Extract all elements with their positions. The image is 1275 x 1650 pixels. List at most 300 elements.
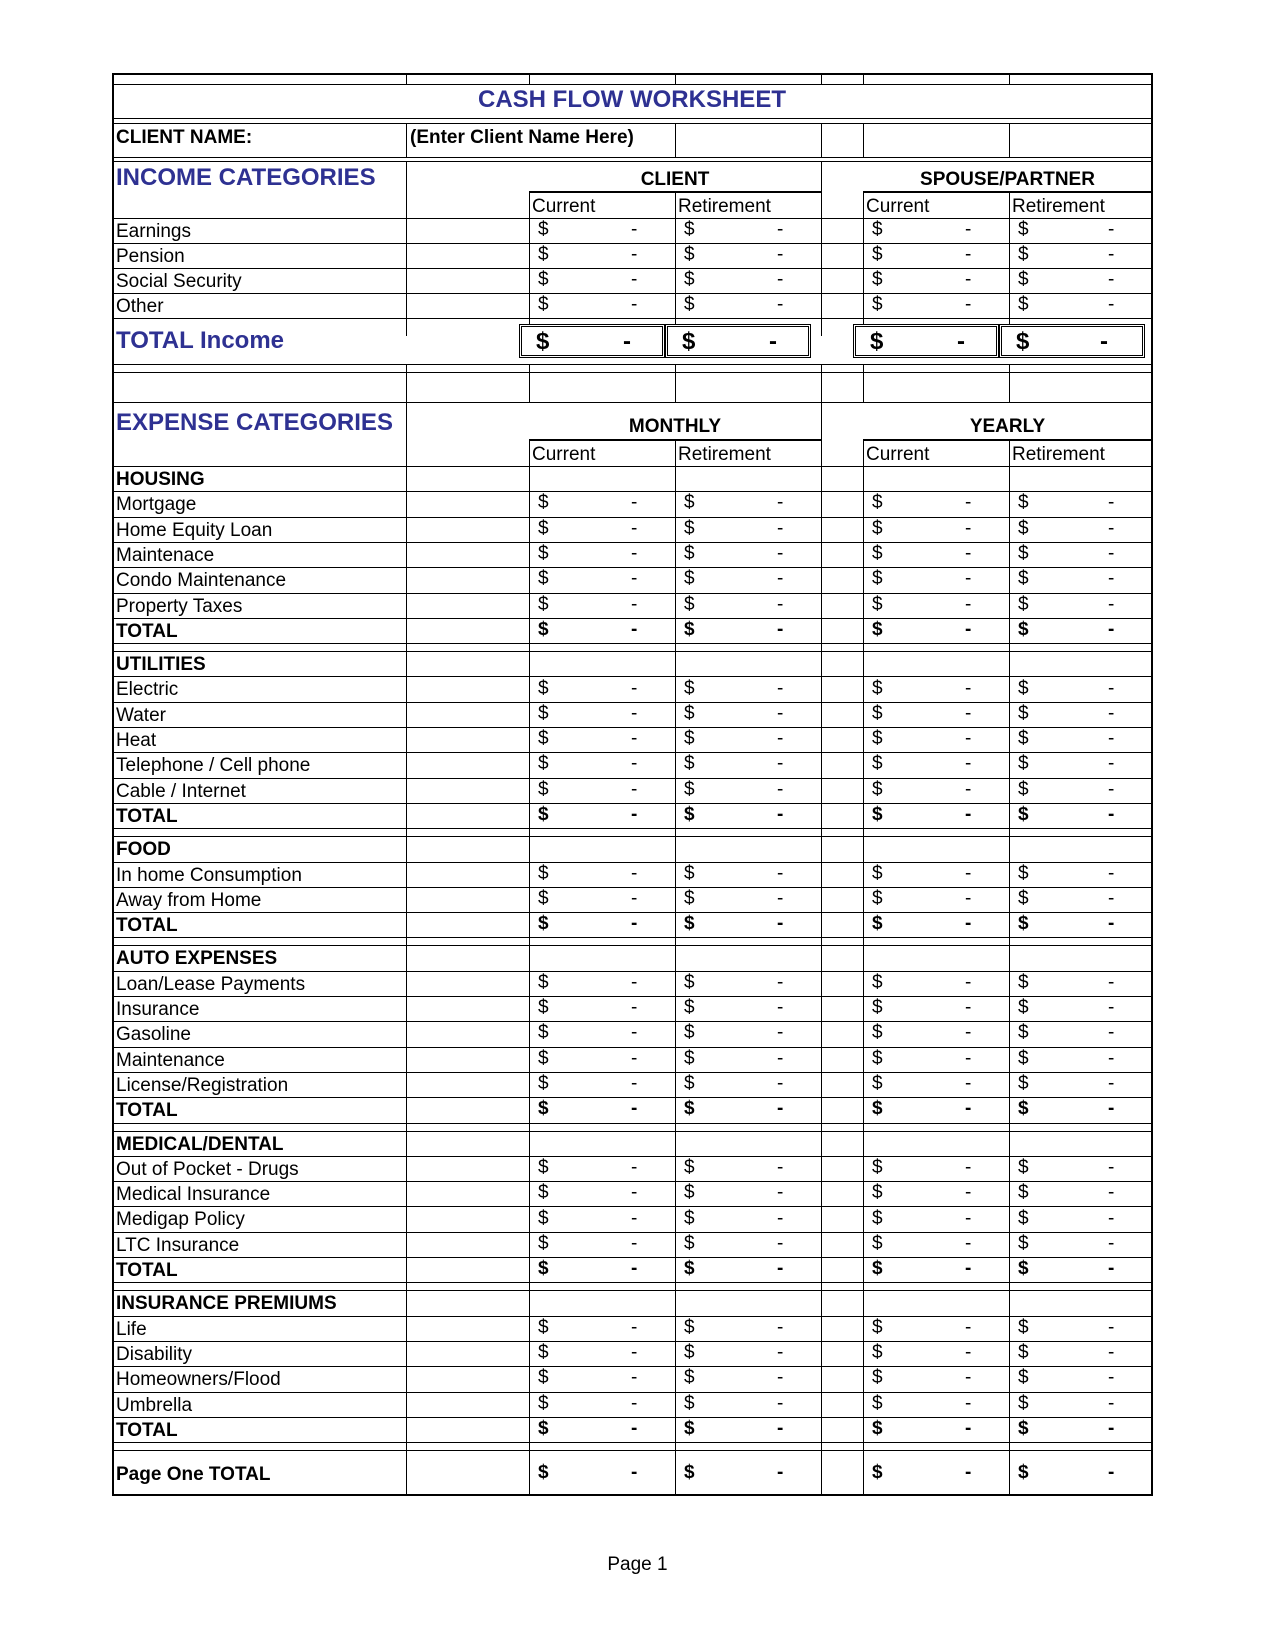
currency-symbol: $ <box>684 593 695 615</box>
currency-symbol: $ <box>538 804 549 826</box>
amount-value: - <box>1108 1232 1115 1254</box>
amount-value: - <box>1108 543 1115 565</box>
grid-line <box>406 123 407 157</box>
page-number: Page 1 <box>607 1554 668 1575</box>
amount-value: - <box>965 753 972 775</box>
column-header-current: Current <box>866 196 930 217</box>
currency-symbol: $ <box>1018 294 1029 315</box>
amount-value: - <box>1108 677 1115 699</box>
amount-value: - <box>631 997 638 1019</box>
currency-symbol: $ <box>538 492 549 514</box>
currency-symbol: $ <box>872 1182 883 1204</box>
amount-value: - <box>631 677 638 699</box>
amount-value: - <box>965 517 972 539</box>
amount-value: - <box>777 517 784 539</box>
currency-symbol: $ <box>872 1258 883 1280</box>
amount-value: - <box>965 543 972 565</box>
amount-value: - <box>631 1342 638 1364</box>
currency-symbol: $ <box>1018 702 1029 724</box>
currency-symbol: $ <box>538 543 549 565</box>
amount-value: - <box>1108 702 1115 724</box>
grid-line <box>529 191 530 325</box>
amount-value: - <box>777 1367 784 1389</box>
currency-symbol: $ <box>1018 1156 1029 1178</box>
amount-value: - <box>965 219 972 240</box>
currency-symbol: $ <box>1018 862 1029 884</box>
amount-value: - <box>965 1156 972 1178</box>
currency-symbol: $ <box>538 913 549 935</box>
amount-value: - <box>777 1073 784 1095</box>
amount-value: - <box>965 728 972 750</box>
grid-line <box>112 1290 1152 1291</box>
amount-value: - <box>965 702 972 724</box>
currency-symbol: $ <box>684 1417 695 1439</box>
amount-value: - <box>631 1073 638 1095</box>
currency-symbol: $ <box>684 804 695 826</box>
expense-row-label: Life <box>116 1318 147 1340</box>
currency-symbol: $ <box>1018 1047 1029 1069</box>
amount-value: - <box>965 492 972 514</box>
amount-value: - <box>1108 1392 1115 1414</box>
currency-symbol: $ <box>538 1182 549 1204</box>
expense-row-label: Condo Maintenance <box>116 570 287 592</box>
column-header-retirement: Retirement <box>1012 196 1105 217</box>
currency-symbol: $ <box>1018 1342 1029 1364</box>
amount-value: - <box>965 1367 972 1389</box>
currency-symbol: $ <box>872 1342 883 1364</box>
grid-line <box>112 1282 1152 1283</box>
amount-value: - <box>631 1232 638 1254</box>
sheet-title: CASH FLOW WORKSHEET <box>478 86 786 113</box>
amount-value: - <box>777 1156 784 1178</box>
currency-symbol: $ <box>684 887 695 909</box>
grid-line <box>406 402 407 1494</box>
grid-line <box>112 157 1152 158</box>
grid-line <box>863 439 1152 441</box>
amount-value: - <box>1108 244 1115 265</box>
expense-row-label: Cable / Internet <box>116 780 246 802</box>
currency-symbol: $ <box>684 677 695 699</box>
grid-line <box>112 1450 1152 1451</box>
amount-value: - <box>631 702 638 724</box>
amount-value: - <box>1108 862 1115 884</box>
grid-line <box>529 364 530 402</box>
currency-symbol: $ <box>870 328 884 355</box>
currency-symbol: $ <box>1018 1367 1029 1389</box>
amount-value: - <box>1100 328 1108 355</box>
currency-symbol: $ <box>684 778 695 800</box>
currency-symbol: $ <box>684 543 695 565</box>
amount-value: - <box>1108 1098 1115 1120</box>
currency-symbol: $ <box>872 862 883 884</box>
currency-symbol: $ <box>684 618 695 640</box>
amount-value: - <box>631 1156 638 1178</box>
amount-value: - <box>965 971 972 993</box>
currency-symbol: $ <box>538 1098 549 1120</box>
currency-symbol: $ <box>1018 1098 1029 1120</box>
amount-value: - <box>965 1022 972 1044</box>
currency-symbol: $ <box>872 543 883 565</box>
amount-value: - <box>1108 618 1115 640</box>
amount-value: - <box>1108 1461 1115 1483</box>
currency-symbol: $ <box>684 269 695 290</box>
currency-symbol: $ <box>684 1182 695 1204</box>
income-row-label: Earnings <box>116 221 191 242</box>
amount-value: - <box>631 219 638 240</box>
grid-line <box>112 651 1152 652</box>
currency-symbol: $ <box>1018 517 1029 539</box>
grid-line <box>821 161 822 336</box>
amount-value: - <box>965 269 972 290</box>
currency-symbol: $ <box>538 1316 549 1338</box>
column-header-retirement: Retirement <box>1012 444 1105 465</box>
expense-row-label: Electric <box>116 679 179 701</box>
amount-value: - <box>631 728 638 750</box>
amount-value: - <box>631 1392 638 1414</box>
expense-row-label: Water <box>116 704 166 726</box>
expense-heading: EXPENSE CATEGORIES <box>116 409 393 436</box>
currency-symbol: $ <box>684 1073 695 1095</box>
currency-symbol: $ <box>872 677 883 699</box>
expense-row-label: Maintenance <box>116 1049 225 1071</box>
currency-symbol: $ <box>538 219 549 240</box>
expense-row-label: Disability <box>116 1343 193 1365</box>
grid-line <box>1009 73 1010 84</box>
currency-symbol: $ <box>684 1392 695 1414</box>
section-total-label: TOTAL <box>116 915 178 937</box>
amount-value: - <box>631 618 638 640</box>
amount-value: - <box>965 913 972 935</box>
grid-line <box>112 84 1152 85</box>
grid-line <box>821 402 822 1494</box>
currency-symbol: $ <box>1016 328 1030 355</box>
currency-symbol: $ <box>872 1073 883 1095</box>
expense-row-label: Heat <box>116 730 157 751</box>
amount-value: - <box>631 1047 638 1069</box>
currency-symbol: $ <box>684 1258 695 1280</box>
currency-symbol: $ <box>1018 568 1029 590</box>
currency-symbol: $ <box>872 1098 883 1120</box>
amount-value: - <box>631 1022 638 1044</box>
amount-value: - <box>965 1073 972 1095</box>
amount-value: - <box>777 1022 784 1044</box>
amount-value: - <box>623 328 631 355</box>
amount-value: - <box>631 971 638 993</box>
currency-symbol: $ <box>684 1207 695 1229</box>
currency-symbol: $ <box>872 618 883 640</box>
amount-value: - <box>965 997 972 1019</box>
grid-line <box>863 439 864 1494</box>
yearly-group-header: YEARLY <box>969 416 1046 437</box>
section-title: UTILITIES <box>116 654 206 676</box>
currency-symbol: $ <box>872 294 883 315</box>
currency-symbol: $ <box>538 517 549 539</box>
client-group-header: CLIENT <box>640 169 710 190</box>
section-title: INSURANCE PREMIUMS <box>116 1293 337 1315</box>
expense-row-label: LTC Insurance <box>116 1234 240 1256</box>
amount-value: - <box>965 677 972 699</box>
amount-value: - <box>1108 778 1115 800</box>
page-total-label: Page One TOTAL <box>116 1464 271 1485</box>
section-title: HOUSING <box>116 469 205 490</box>
currency-symbol: $ <box>1018 492 1029 514</box>
grid-line <box>406 73 407 84</box>
currency-symbol: $ <box>538 269 549 290</box>
amount-value: - <box>777 887 784 909</box>
amount-value: - <box>631 1098 638 1120</box>
currency-symbol: $ <box>538 1258 549 1280</box>
section-title: AUTO EXPENSES <box>116 948 278 970</box>
currency-symbol: $ <box>872 728 883 750</box>
amount-value: - <box>1108 1182 1115 1204</box>
amount-value: - <box>631 568 638 590</box>
total-income-label: TOTAL Income <box>116 327 285 354</box>
amount-value: - <box>777 753 784 775</box>
currency-symbol: $ <box>684 702 695 724</box>
currency-symbol: $ <box>1018 778 1029 800</box>
currency-symbol: $ <box>872 492 883 514</box>
amount-value: - <box>631 244 638 265</box>
currency-symbol: $ <box>1018 1232 1029 1254</box>
amount-value: - <box>965 1232 972 1254</box>
grid-line <box>406 161 407 336</box>
amount-value: - <box>777 593 784 615</box>
expense-row-label: Home Equity Loan <box>116 519 273 541</box>
grid-line <box>529 439 530 1494</box>
section-total-label: TOTAL <box>116 620 178 642</box>
amount-value: - <box>631 1207 638 1229</box>
amount-value: - <box>1108 1417 1115 1439</box>
currency-symbol: $ <box>1018 543 1029 565</box>
amount-value: - <box>777 244 784 265</box>
currency-symbol: $ <box>684 244 695 265</box>
income-heading: INCOME CATEGORIES <box>116 164 376 191</box>
amount-value: - <box>1108 728 1115 750</box>
amount-value: - <box>965 294 972 315</box>
currency-symbol: $ <box>1018 1182 1029 1204</box>
currency-symbol: $ <box>684 1316 695 1338</box>
currency-symbol: $ <box>684 1342 695 1364</box>
currency-symbol: $ <box>684 1098 695 1120</box>
currency-symbol: $ <box>1018 1417 1029 1439</box>
amount-value: - <box>777 543 784 565</box>
currency-symbol: $ <box>684 1047 695 1069</box>
amount-value: - <box>777 492 784 514</box>
amount-value: - <box>965 1098 972 1120</box>
currency-symbol: $ <box>684 1461 695 1483</box>
currency-symbol: $ <box>1018 1207 1029 1229</box>
section-total-label: TOTAL <box>116 1419 178 1441</box>
currency-symbol: $ <box>872 1367 883 1389</box>
amount-value: - <box>1108 294 1115 315</box>
grid-line <box>1009 191 1010 325</box>
currency-symbol: $ <box>538 618 549 640</box>
amount-value: - <box>1108 997 1115 1019</box>
grid-line <box>675 73 676 84</box>
amount-value: - <box>1108 492 1115 514</box>
currency-symbol: $ <box>872 971 883 993</box>
expense-row-label: Mortgage <box>116 494 197 516</box>
currency-symbol: $ <box>538 1232 549 1254</box>
currency-symbol: $ <box>1018 971 1029 993</box>
section-total-label: TOTAL <box>116 1100 178 1122</box>
amount-value: - <box>1108 1047 1115 1069</box>
grid-line <box>1009 123 1010 157</box>
grid-line <box>112 828 1152 829</box>
grid-line <box>529 73 530 84</box>
expense-row-label: In home Consumption <box>116 864 302 886</box>
currency-symbol: $ <box>538 593 549 615</box>
section-total-label: TOTAL <box>116 1260 178 1281</box>
amount-value: - <box>1108 593 1115 615</box>
grid-line <box>529 191 821 193</box>
amount-value: - <box>1108 1022 1115 1044</box>
amount-value: - <box>965 618 972 640</box>
currency-symbol: $ <box>1018 997 1029 1019</box>
grid-line <box>112 466 1152 467</box>
currency-symbol: $ <box>872 1047 883 1069</box>
expense-row-label: Away from Home <box>116 889 262 911</box>
income-row-label: Other <box>116 296 164 317</box>
currency-symbol: $ <box>1018 1022 1029 1044</box>
amount-value: - <box>777 971 784 993</box>
currency-symbol: $ <box>872 244 883 265</box>
grid-line <box>112 945 1152 946</box>
currency-symbol: $ <box>872 913 883 935</box>
amount-value: - <box>1108 517 1115 539</box>
amount-value: - <box>631 778 638 800</box>
amount-value: - <box>1108 753 1115 775</box>
currency-symbol: $ <box>872 1156 883 1178</box>
amount-value: - <box>777 1316 784 1338</box>
amount-value: - <box>965 887 972 909</box>
amount-value: - <box>631 804 638 826</box>
currency-symbol: $ <box>1018 728 1029 750</box>
amount-value: - <box>777 1342 784 1364</box>
amount-value: - <box>777 1047 784 1069</box>
amount-value: - <box>965 778 972 800</box>
currency-symbol: $ <box>684 728 695 750</box>
amount-value: - <box>777 294 784 315</box>
currency-symbol: $ <box>684 1232 695 1254</box>
currency-symbol: $ <box>538 677 549 699</box>
currency-symbol: $ <box>684 1367 695 1389</box>
grid-line <box>821 73 822 84</box>
currency-symbol: $ <box>1018 913 1029 935</box>
amount-value: - <box>631 1316 638 1338</box>
amount-value: - <box>777 1232 784 1254</box>
amount-value: - <box>965 1047 972 1069</box>
currency-symbol: $ <box>872 1316 883 1338</box>
currency-symbol: $ <box>684 753 695 775</box>
amount-value: - <box>965 244 972 265</box>
currency-symbol: $ <box>1018 269 1029 290</box>
amount-value: - <box>777 1098 784 1120</box>
amount-value: - <box>965 804 972 826</box>
grid-line <box>675 191 676 325</box>
grid-line <box>675 364 676 402</box>
amount-value: - <box>777 568 784 590</box>
grid-line <box>112 937 1152 938</box>
currency-symbol: $ <box>538 1367 549 1389</box>
amount-value: - <box>1108 1207 1115 1229</box>
grid-line <box>112 1442 1152 1443</box>
amount-value: - <box>769 328 777 355</box>
currency-symbol: $ <box>538 862 549 884</box>
grid-line <box>112 836 1152 837</box>
amount-value: - <box>1108 568 1115 590</box>
amount-value: - <box>777 1392 784 1414</box>
expense-row-label: Loan/Lease Payments <box>116 973 306 995</box>
amount-value: - <box>631 1367 638 1389</box>
amount-value: - <box>1108 804 1115 826</box>
amount-value: - <box>965 1392 972 1414</box>
grid-line <box>112 161 1152 162</box>
grid-line <box>112 73 1152 75</box>
currency-symbol: $ <box>872 568 883 590</box>
amount-value: - <box>965 1316 972 1338</box>
currency-symbol: $ <box>1018 244 1029 265</box>
amount-value: - <box>777 1417 784 1439</box>
grid-line <box>112 1494 1152 1496</box>
grid-line <box>112 372 1152 373</box>
currency-symbol: $ <box>684 517 695 539</box>
currency-symbol: $ <box>538 887 549 909</box>
amount-value: - <box>777 1182 784 1204</box>
currency-symbol: $ <box>872 593 883 615</box>
grid-line <box>863 191 1152 193</box>
amount-value: - <box>965 862 972 884</box>
currency-symbol: $ <box>538 1207 549 1229</box>
amount-value: - <box>1108 219 1115 240</box>
currency-symbol: $ <box>1018 887 1029 909</box>
currency-symbol: $ <box>872 269 883 290</box>
currency-symbol: $ <box>872 1461 883 1483</box>
amount-value: - <box>777 997 784 1019</box>
amount-value: - <box>631 517 638 539</box>
expense-row-label: Maintenace <box>116 544 215 566</box>
grid-line <box>112 1131 1152 1132</box>
expense-row-label: Homeowners/Flood <box>116 1369 281 1391</box>
expense-row-label: Medical Insurance <box>116 1184 271 1206</box>
currency-symbol: $ <box>1018 677 1029 699</box>
currency-symbol: $ <box>1018 1461 1029 1483</box>
currency-symbol: $ <box>872 219 883 240</box>
grid-line <box>675 439 676 1494</box>
currency-symbol: $ <box>872 517 883 539</box>
amount-value: - <box>1108 1367 1115 1389</box>
grid-line <box>675 123 676 157</box>
currency-symbol: $ <box>538 702 549 724</box>
income-row-label: Pension <box>116 246 185 267</box>
grid-line <box>821 123 822 157</box>
currency-symbol: $ <box>684 971 695 993</box>
client-name-label: CLIENT NAME: <box>116 127 253 148</box>
amount-value: - <box>957 328 965 355</box>
currency-symbol: $ <box>872 1417 883 1439</box>
currency-symbol: $ <box>538 1156 549 1178</box>
amount-value: - <box>777 1461 784 1483</box>
column-header-current: Current <box>532 196 596 217</box>
expense-row-label: Medigap Policy <box>116 1209 245 1231</box>
grid-line <box>1009 364 1010 402</box>
currency-symbol: $ <box>538 753 549 775</box>
amount-value: - <box>777 728 784 750</box>
grid-line <box>112 118 1152 119</box>
amount-value: - <box>631 1182 638 1204</box>
amount-value: - <box>631 1258 638 1280</box>
amount-value: - <box>631 294 638 315</box>
